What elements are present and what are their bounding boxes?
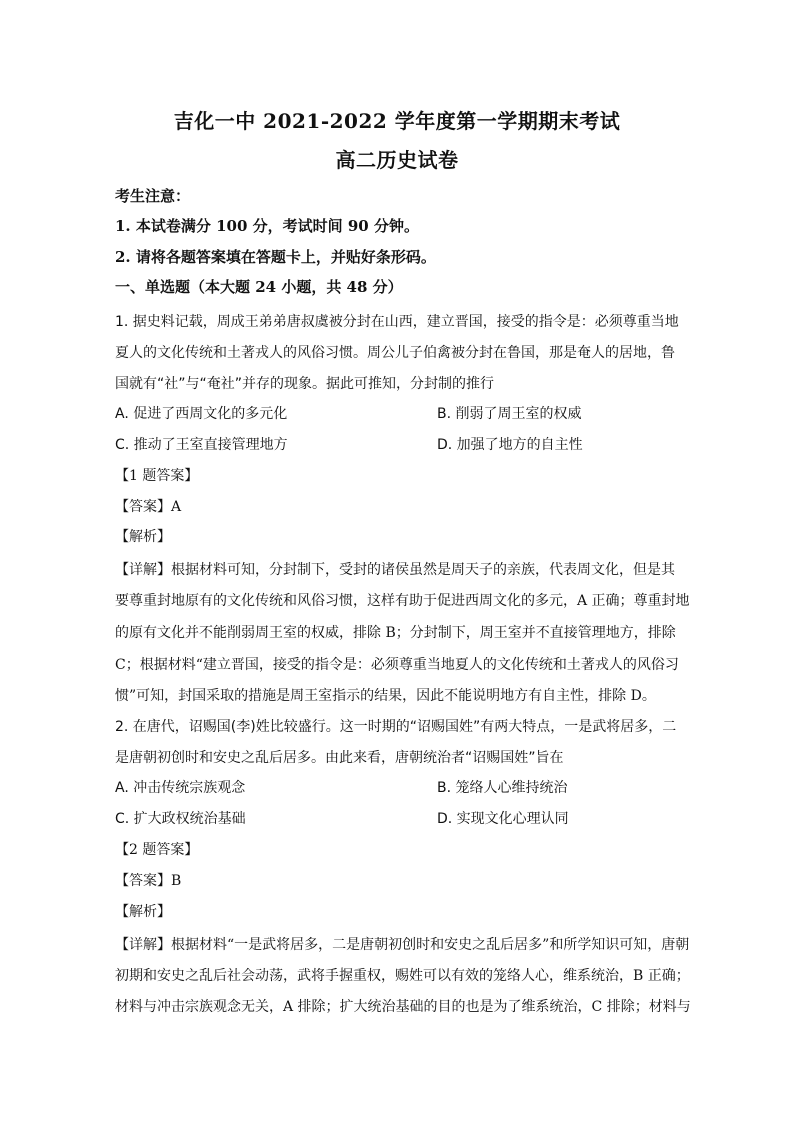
q1-detail-line-4: C；根据材料“建立晋国，接受的指令是：必须尊重当地夏人的文化传统和土著戎人的风俗习	[115, 657, 679, 673]
q1-answer-tag: 【1 题答案】	[115, 468, 199, 484]
q2-answer: 【答案】B	[115, 873, 182, 889]
notice-item-2: 2. 请将各题答案填在答题卡上，并贴好条形码。	[115, 248, 436, 266]
q1-stem-line-2: 夏人的文化传统和土著戎人的风俗习惯。周公儿子伯禽被分封在鲁国，那是奄人的居地，鲁	[115, 345, 675, 361]
q2-stem-line-1: 2. 在唐代，诏赐国(李)姓比较盛行。这一时期的“诏赐国姓”有两大特点，一是武将居多，二	[115, 719, 677, 735]
q2-detail-line-3: 材料与冲击宗族观念无关，A 排除；扩大统治基础的目的也是为了维系统治，C 排除；材料与	[115, 999, 691, 1015]
q2-detail-line-1: 【详解】根据材料“一是武将居多，二是唐朝初创时和安史之乱后居多”和所学知识可知，唐朝	[115, 937, 690, 953]
section-heading: 一、单选题（本大题 24 小题，共 48 分）	[115, 278, 403, 296]
q1-detail-line-1: 【详解】根据材料可知，分封制下，受封的诸侯虽然是周天子的亲族，代表周文化，但是其	[115, 562, 675, 578]
q1-option-b: B. 削弱了周王室的权威	[437, 406, 582, 422]
q1-answer: 【答案】A	[115, 499, 182, 515]
q1-stem-line-1: 1. 据史料记载，周成王弟弟唐叔虞被分封在山西，建立晋国，接受的指令是：必须尊重当地	[115, 314, 679, 330]
exam-subtitle: 高二历史试卷	[335, 148, 459, 172]
q2-option-b: B. 笼络人心维持统治	[437, 780, 568, 796]
q1-option-c: C. 推动了王室直接管理地方	[115, 437, 288, 453]
q1-detail-line-3: 的原有文化并不能削弱周王室的权威，排除 B；分封制下，周王室并不直接管理地方，排除	[115, 625, 676, 641]
q2-answer-tag: 【2 题答案】	[115, 842, 199, 858]
q1-stem-line-3: 国就有“社”与“奄社”并存的现象。据此可推知，分封制的推行	[115, 376, 495, 392]
q1-analysis-label: 【解析】	[115, 529, 171, 545]
q2-detail-line-2: 初期和安史之乱后社会动荡，武将手握重权，赐姓可以有效的笼络人心，维系统治，B 正确；	[115, 968, 690, 984]
exam-title: 吉化一中 2021-2022 学年度第一学期期末考试	[173, 109, 621, 133]
q2-option-d: D. 实现文化心理认同	[437, 811, 569, 827]
notice-heading: 考生注意：	[115, 187, 191, 205]
q2-option-c: C. 扩大政权统治基础	[115, 811, 246, 827]
q1-detail-line-5: 惯”可知，封国采取的措施是周王室指示的结果，因此不能说明地方有自主性，排除 D。	[115, 688, 656, 704]
q1-detail-line-2: 要尊重封地原有的文化传统和风俗习惯，这样有助于促进西周文化的多元，A 正确；尊重封地	[115, 593, 690, 609]
q2-option-a: A. 冲击传统宗族观念	[115, 780, 246, 796]
q1-option-d: D. 加强了地方的自主性	[437, 437, 583, 453]
q1-option-a: A. 促进了西周文化的多元化	[115, 406, 288, 422]
q2-analysis-label: 【解析】	[115, 904, 171, 920]
notice-item-1: 1. 本试卷满分 100 分，考试时间 90 分钟。	[115, 217, 419, 235]
q2-stem-line-2: 是唐朝初创时和安史之乱后居多。由此来看，唐朝统治者“诏赐国姓”旨在	[115, 750, 564, 766]
